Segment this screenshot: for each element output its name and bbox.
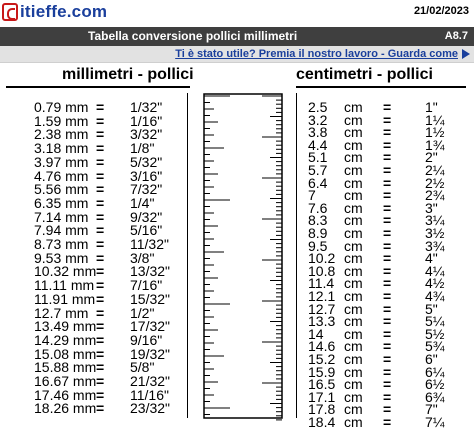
cm-value: 12.1 — [308, 288, 336, 304]
equals-sign: = — [383, 212, 392, 229]
equals-sign: = — [383, 174, 392, 191]
unit-label: cm — [344, 300, 363, 317]
cm-value: 17.1 — [308, 388, 336, 405]
inch-value: 5½ — [425, 325, 445, 342]
mm-value: 13.49 mm — [34, 318, 97, 335]
mm-value: 18.26 mm — [34, 400, 97, 417]
inch-value: 5¼ — [425, 313, 445, 330]
heading-centimetri-pollici: centimetri - pollici — [296, 66, 433, 83]
cm-value: 5.1 — [308, 149, 328, 166]
equals-sign: = — [383, 288, 392, 304]
equals-sign: = — [96, 304, 105, 321]
unit-label: cm — [344, 338, 363, 355]
equals-sign: = — [96, 345, 105, 362]
unit-label: cm — [344, 136, 363, 153]
inch-value: 7/16" — [130, 277, 163, 294]
mm-value: 14.29 mm — [34, 331, 97, 348]
equals-sign: = — [383, 313, 392, 330]
inch-value: 4" — [425, 250, 438, 267]
inch-value: 4½ — [425, 275, 445, 292]
inch-value: 7/32" — [130, 181, 163, 198]
page-date: 21/02/2023 — [413, 5, 469, 17]
equals-sign: = — [383, 262, 392, 279]
site-logo[interactable] — [2, 2, 107, 22]
inch-value: 2½ — [425, 174, 445, 191]
mm-value: 5.56 mm — [34, 181, 89, 198]
equals-sign: = — [96, 359, 105, 376]
mm-value: 7.14 mm — [34, 208, 89, 225]
equals-sign: = — [383, 136, 392, 153]
unit-label: cm — [344, 351, 363, 367]
equals-sign: = — [383, 111, 392, 128]
inch-value: 9/16" — [130, 331, 163, 348]
inch-value: 1" — [425, 99, 438, 115]
equals-sign: = — [96, 386, 105, 403]
equals-sign: = — [383, 237, 392, 254]
equals-sign: = — [383, 99, 392, 115]
inch-value: 3/8" — [130, 249, 155, 266]
cm-value: 2.5 — [308, 99, 328, 115]
inch-value: 13/32" — [130, 263, 171, 280]
inch-value: 3/32" — [130, 126, 163, 143]
unit-label: cm — [344, 212, 363, 229]
equals-sign: = — [96, 373, 105, 389]
equals-sign: = — [383, 376, 392, 393]
equals-sign: = — [96, 181, 105, 198]
equals-sign: = — [383, 401, 392, 418]
equals-sign: = — [383, 351, 392, 367]
unit-label: cm — [344, 199, 363, 216]
unit-label: cm — [344, 275, 363, 292]
unit-label: cm — [344, 325, 363, 342]
site-name: itieffe.com — [20, 2, 108, 21]
cm-value: 8.3 — [308, 212, 328, 229]
cm-value: 7 — [308, 187, 316, 204]
cm-value: 3.8 — [308, 124, 328, 141]
unit-label: cm — [344, 225, 363, 241]
equals-sign: = — [96, 112, 105, 129]
unit-label: cm — [344, 414, 363, 430]
unit-label: cm — [344, 376, 363, 393]
equals-sign: = — [383, 338, 392, 355]
equals-sign: = — [96, 222, 105, 239]
unit-label: cm — [344, 288, 363, 304]
inch-value: 3½ — [425, 225, 445, 241]
itieffe-logo-icon — [2, 3, 18, 21]
equals-sign: = — [96, 236, 105, 252]
cm-value: 11.4 — [308, 275, 335, 292]
inch-value: 3" — [425, 199, 438, 216]
inch-value: 6¾ — [425, 388, 445, 405]
cm-value: 18.4 — [308, 414, 336, 430]
unit-label: cm — [344, 363, 363, 380]
cm-value: 7.6 — [308, 199, 328, 216]
mm-value: 0.79 mm — [34, 99, 89, 115]
inch-value: 5/8" — [130, 359, 155, 376]
equals-sign: = — [96, 167, 105, 184]
feedback-link[interactable]: Ti è stato utile? Premia il nostro lavoro - Guarda come — [175, 48, 458, 60]
mm-value: 11.91 mm — [34, 290, 96, 307]
unit-label: cm — [344, 388, 363, 405]
equals-sign: = — [96, 126, 105, 143]
cm-value: 12.7 — [308, 300, 336, 317]
equals-sign: = — [96, 277, 105, 294]
mm-value: 10.32 mm — [34, 263, 97, 280]
equals-sign: = — [96, 290, 105, 307]
page-title: Tabella conversione pollici millimetri — [88, 29, 298, 43]
inch-value: 21/32" — [130, 373, 171, 389]
inch-value: 5/32" — [130, 153, 163, 170]
cm-value: 15.2 — [308, 351, 336, 367]
divider-right-top — [296, 86, 466, 88]
inch-value: 1/4" — [130, 194, 155, 211]
inch-value: 3¾ — [425, 237, 445, 254]
arrow-right-icon[interactable] — [462, 49, 470, 59]
equals-sign: = — [383, 363, 392, 380]
inch-value: 1¼ — [425, 111, 445, 128]
inch-value: 4¼ — [425, 262, 445, 279]
inch-value: 1/16" — [130, 112, 163, 129]
inch-value: 4¾ — [425, 288, 445, 304]
mm-value: 9.53 mm — [34, 249, 89, 266]
inch-value: 3¼ — [425, 212, 445, 229]
inch-value: 5" — [425, 300, 438, 317]
mm-value: 2.38 mm — [34, 126, 89, 143]
unit-label: cm — [344, 162, 363, 178]
mm-value: 7.94 mm — [34, 222, 89, 239]
cm-value: 14.6 — [308, 338, 336, 355]
mm-value: 16.67 mm — [34, 373, 97, 389]
inch-value: 17/32" — [130, 318, 171, 335]
unit-label: cm — [344, 401, 363, 418]
equals-sign: = — [383, 225, 392, 241]
equals-sign: = — [383, 325, 392, 342]
mm-value: 17.46 mm — [34, 386, 97, 403]
cm-value: 4.4 — [308, 136, 328, 153]
equals-sign: = — [383, 388, 392, 405]
equals-sign: = — [383, 199, 392, 216]
inch-value: 2¾ — [425, 187, 445, 204]
equals-sign: = — [96, 263, 105, 280]
unit-label: cm — [344, 149, 363, 166]
equals-sign: = — [96, 194, 105, 211]
mm-value: 8.73 mm — [34, 236, 89, 252]
equals-sign: = — [96, 249, 105, 266]
inch-value: 23/32" — [130, 400, 171, 417]
equals-sign: = — [383, 250, 392, 267]
inch-value: 1/2" — [130, 304, 155, 321]
equals-sign: = — [383, 275, 392, 292]
mm-value: 15.08 mm — [34, 345, 97, 362]
inch-value: 2¼ — [425, 162, 445, 178]
mm-value: 6.35 mm — [34, 194, 89, 211]
equals-sign: = — [96, 331, 105, 348]
unit-label: cm — [344, 313, 363, 330]
inch-value: 19/32" — [130, 345, 171, 362]
unit-label: cm — [344, 262, 363, 279]
cm-value: 13.3 — [308, 313, 336, 330]
unit-label: cm — [344, 124, 363, 141]
inch-value: 6" — [425, 351, 438, 367]
equals-sign: = — [383, 414, 392, 430]
equals-sign: = — [96, 318, 105, 335]
equals-sign: = — [383, 300, 392, 317]
unit-label: cm — [344, 111, 363, 128]
inch-value: 1/8" — [130, 140, 155, 157]
inch-value: 3/16" — [130, 167, 163, 184]
mm-value: 3.97 mm — [34, 153, 89, 170]
divider-left-top — [6, 86, 190, 88]
cm-value: 16.5 — [308, 376, 336, 393]
inch-value: 6½ — [425, 376, 445, 393]
ruler-icon — [203, 94, 283, 418]
mm-value: 15.88 mm — [34, 359, 97, 376]
cm-value: 9.5 — [308, 237, 328, 254]
cm-value: 3.2 — [308, 111, 328, 128]
cm-value: 10.2 — [308, 250, 336, 267]
ruler-body — [204, 94, 282, 418]
unit-label: cm — [344, 237, 363, 254]
cm-value: 15.9 — [308, 363, 336, 380]
unit-label: cm — [344, 174, 363, 191]
cm-value: 10.8 — [308, 262, 336, 279]
unit-label: cm — [344, 187, 363, 204]
inch-value: 1¾ — [425, 136, 445, 153]
divider-right-column — [296, 93, 297, 418]
cm-value: 8.9 — [308, 225, 328, 241]
mm-value: 3.18 mm — [34, 140, 89, 157]
equals-sign: = — [96, 140, 105, 157]
cm-value: 14 — [308, 325, 324, 342]
site-header — [0, 0, 474, 24]
equals-sign: = — [383, 124, 392, 141]
equals-sign: = — [96, 400, 105, 417]
mm-value: 12.7 mm — [34, 304, 89, 321]
inch-value: 11/16" — [130, 386, 169, 403]
mm-value: 4.76 mm — [34, 167, 89, 184]
inch-value: 15/32" — [130, 290, 171, 307]
equals-sign: = — [96, 99, 105, 115]
equals-sign: = — [96, 153, 105, 170]
mm-value: 11.11 mm — [34, 277, 95, 294]
inch-value: 5¾ — [425, 338, 445, 355]
mm-value: 1.59 mm — [34, 112, 89, 129]
inch-value: 9/32" — [130, 208, 163, 225]
unit-label: cm — [344, 250, 363, 267]
title-bar — [0, 27, 474, 46]
inch-value: 5/16" — [130, 222, 163, 239]
divider-left-column — [187, 93, 188, 418]
cm-value: 6.4 — [308, 174, 328, 191]
inch-value: 11/32" — [130, 236, 169, 252]
inch-value: 7¼ — [425, 414, 445, 430]
equals-sign: = — [383, 187, 392, 204]
equals-sign: = — [383, 149, 392, 166]
unit-label: cm — [344, 99, 363, 115]
equals-sign: = — [383, 162, 392, 178]
cm-value: 17.8 — [308, 401, 336, 418]
inch-value: 7" — [425, 401, 438, 418]
equals-sign: = — [96, 208, 105, 225]
inch-value: 1/32" — [130, 99, 163, 115]
inch-value: 6¼ — [425, 363, 445, 380]
table-code: A8.7 — [444, 30, 468, 42]
heading-millimetri-pollici: millimetri - pollici — [62, 66, 194, 83]
cm-value: 5.7 — [308, 162, 328, 178]
inch-value: 1½ — [425, 124, 445, 141]
feedback-bar — [0, 46, 474, 63]
inch-value: 2" — [425, 149, 438, 166]
